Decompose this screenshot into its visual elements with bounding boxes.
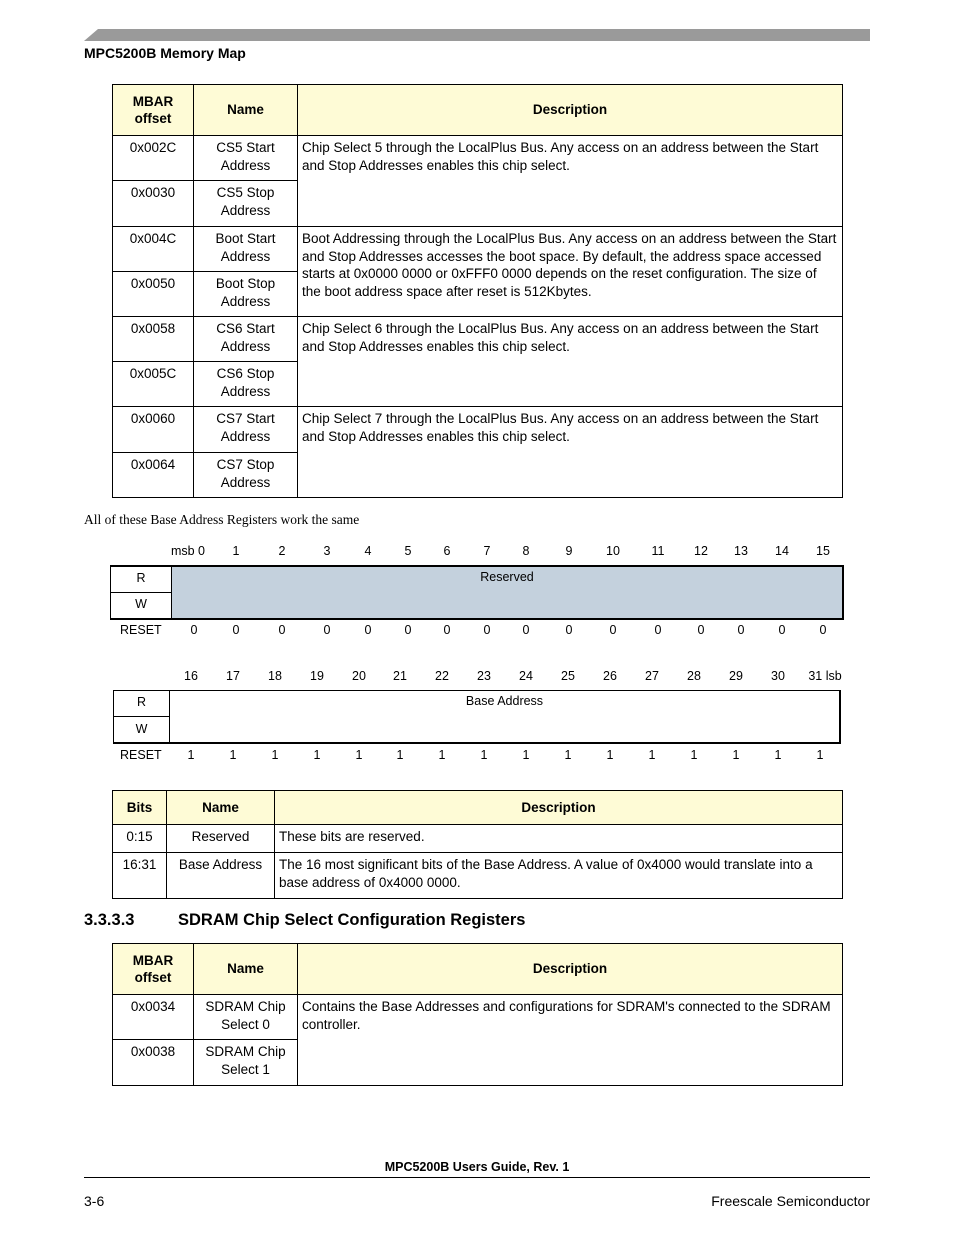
write-row-label: W [110, 593, 172, 618]
bit-number: 1 [232, 544, 240, 558]
description-cell: Chip Select 7 through the LocalPlus Bus. Any access on an address between the Start and Stop Addresses enables this chip select. [298, 407, 843, 498]
section-heading [84, 911, 525, 930]
reset-value: 0 [364, 623, 372, 637]
offset-cell: 0x0064 [113, 453, 194, 498]
bit-number: 31 lsb [808, 669, 842, 683]
description-cell: Boot Addressing through the LocalPlus Bus. Any access on an address between the Start and Stop Addresses accesses the boot space. By default, the address space accessed starts at 0x0000 0000 or 0xFFF0 0000 depends on the reset configuration. The size of the boot address space after reset is 512Kbytes. [298, 227, 843, 317]
col-header-description: Description [275, 791, 843, 825]
reset-value: 0 [190, 623, 198, 637]
reset-value: 1 [396, 748, 404, 762]
description-cell: The 16 most significant bits of the Base Address. A value of 0x4000 would translate into a base address of 0x4000 0000. [275, 853, 843, 899]
description-cell: Chip Select 5 through the LocalPlus Bus. Any access on an address between the Start and Stop Addresses enables this chip select. [298, 136, 843, 227]
name-cell: SDRAM Chip Select 0 [194, 995, 298, 1040]
bit-number: 29 [729, 669, 743, 683]
bit-number: 26 [603, 669, 617, 683]
bit-number: 27 [645, 669, 659, 683]
register-bottom-border [110, 618, 844, 620]
bit-number: 11 [651, 544, 665, 558]
reset-value: 0 [819, 623, 827, 637]
name-cell: CS5 Start Address [194, 136, 298, 181]
reset-value: 0 [697, 623, 705, 637]
bit-number: 15 [816, 544, 830, 558]
bit-description-table [112, 790, 843, 899]
section-number: 3.3.3.3 [84, 911, 135, 929]
offset-cell: 0x0058 [113, 317, 194, 362]
bit-number: 4 [364, 544, 372, 558]
reset-value: 1 [271, 748, 279, 762]
name-cell: CS6 Stop Address [194, 362, 298, 407]
reset-value: 1 [774, 748, 782, 762]
footer-company: Freescale Semiconductor [711, 1193, 870, 1209]
table-row [113, 995, 843, 1040]
name-cell: SDRAM Chip Select 1 [194, 1040, 298, 1086]
bit-number: 30 [771, 669, 785, 683]
reset-label: RESET [120, 623, 162, 637]
reset-value: 0 [278, 623, 286, 637]
bit-number: 9 [565, 544, 573, 558]
table-header-row [113, 85, 843, 136]
bit-number: 22 [435, 669, 449, 683]
name-cell: Boot Stop Address [194, 272, 298, 317]
bit-number: 8 [522, 544, 530, 558]
description-cell: Chip Select 6 through the LocalPlus Bus. Any access on an address between the Start and Stop Addresses enables this chip select. [298, 317, 843, 407]
table-header-row [113, 944, 843, 995]
name-cell: Reserved [167, 825, 275, 853]
offset-cell: 0x0034 [113, 995, 194, 1040]
offset-cell: 0x002C [113, 136, 194, 181]
table-row [113, 853, 843, 899]
bit-number: 2 [278, 544, 286, 558]
offset-cell: 0x0030 [113, 181, 194, 227]
description-cell: These bits are reserved. [275, 825, 843, 853]
reset-value: 1 [480, 748, 488, 762]
reset-value: 1 [732, 748, 740, 762]
reset-value: 0 [565, 623, 573, 637]
reset-value: 1 [313, 748, 321, 762]
bit-number: msb 0 [170, 544, 206, 558]
bit-number: 19 [310, 669, 324, 683]
header-bar-graphic [84, 29, 870, 41]
bits-cell: 16:31 [113, 853, 167, 899]
bit-number: 18 [268, 669, 282, 683]
reset-value: 1 [229, 748, 237, 762]
reset-value: 1 [816, 748, 824, 762]
read-row-label: R [113, 690, 170, 717]
bit-number: 16 [184, 669, 198, 683]
table-header-row [113, 791, 843, 825]
col-header-offset: MBAR offset [113, 944, 194, 995]
name-cell: CS7 Stop Address [194, 453, 298, 498]
description-cell: Contains the Base Addresses and configurations for SDRAM's connected to the SDRAM controller. [298, 995, 843, 1086]
bit-number: 12 [694, 544, 708, 558]
reset-value: 1 [564, 748, 572, 762]
col-header-offset: MBAR offset [113, 85, 194, 136]
bit-number: 13 [734, 544, 748, 558]
note-text: All of these Base Address Registers work the same [84, 512, 360, 527]
reset-value: 1 [187, 748, 195, 762]
base-address-field: Base Address [170, 690, 841, 743]
reset-value: 1 [438, 748, 446, 762]
header-bar [84, 29, 870, 41]
write-row-label: W [113, 717, 170, 743]
reset-value: 0 [522, 623, 530, 637]
bit-number: 23 [477, 669, 491, 683]
reset-value: 1 [522, 748, 530, 762]
reserved-field: Reserved [172, 567, 844, 618]
bit-number: 14 [775, 544, 789, 558]
chip-select-table [112, 84, 843, 498]
reset-label: RESET [120, 748, 162, 762]
reset-value: 0 [232, 623, 240, 637]
col-header-description: Description [298, 85, 843, 136]
table-row [113, 407, 843, 453]
offset-cell: 0x0060 [113, 407, 194, 453]
reset-value: 1 [606, 748, 614, 762]
bit-number: 25 [561, 669, 575, 683]
name-cell: CS7 Start Address [194, 407, 298, 453]
table-row [113, 317, 843, 362]
bit-number: 3 [323, 544, 331, 558]
offset-cell: 0x0038 [113, 1040, 194, 1086]
sdram-chip-select-table [112, 943, 843, 1086]
name-cell: CS5 Stop Address [194, 181, 298, 227]
bit-number: 5 [404, 544, 412, 558]
footer-title: MPC5200B Users Guide, Rev. 1 [384, 1160, 570, 1174]
reset-value: 1 [690, 748, 698, 762]
reset-value: 0 [654, 623, 662, 637]
col-header-bits: Bits [113, 791, 167, 825]
bit-number: 17 [226, 669, 240, 683]
name-cell: Base Address [167, 853, 275, 899]
bits-cell: 0:15 [113, 825, 167, 853]
running-head: MPC5200B Memory Map [84, 45, 246, 61]
col-header-name: Name [194, 85, 298, 136]
bit-number: 6 [443, 544, 451, 558]
offset-cell: 0x005C [113, 362, 194, 407]
bit-number: 7 [483, 544, 491, 558]
reset-value: 0 [737, 623, 745, 637]
table-row [113, 227, 843, 272]
table-row [113, 136, 843, 181]
col-header-description: Description [298, 944, 843, 995]
bit-number: 21 [393, 669, 407, 683]
bit-number: 24 [519, 669, 533, 683]
reset-value: 0 [483, 623, 491, 637]
page-number: 3-6 [84, 1193, 105, 1209]
reset-value: 0 [404, 623, 412, 637]
offset-cell: 0x0050 [113, 272, 194, 317]
reset-value: 0 [778, 623, 786, 637]
section-title: SDRAM Chip Select Configuration Registers [178, 911, 526, 929]
name-cell: Boot Start Address [194, 227, 298, 272]
reset-value: 1 [355, 748, 363, 762]
reset-value: 0 [443, 623, 451, 637]
register-bottom-border [113, 742, 841, 744]
col-header-name: Name [194, 944, 298, 995]
col-header-name: Name [167, 791, 275, 825]
reset-value: 1 [648, 748, 656, 762]
offset-cell: 0x004C [113, 227, 194, 272]
name-cell: CS6 Start Address [194, 317, 298, 362]
bit-number: 28 [687, 669, 701, 683]
bit-number: 20 [352, 669, 366, 683]
reset-value: 0 [323, 623, 331, 637]
footer-rule [84, 1177, 870, 1178]
reset-value: 0 [609, 623, 617, 637]
read-row-label: R [110, 567, 172, 593]
bit-number: 10 [606, 544, 620, 558]
table-row [113, 825, 843, 853]
